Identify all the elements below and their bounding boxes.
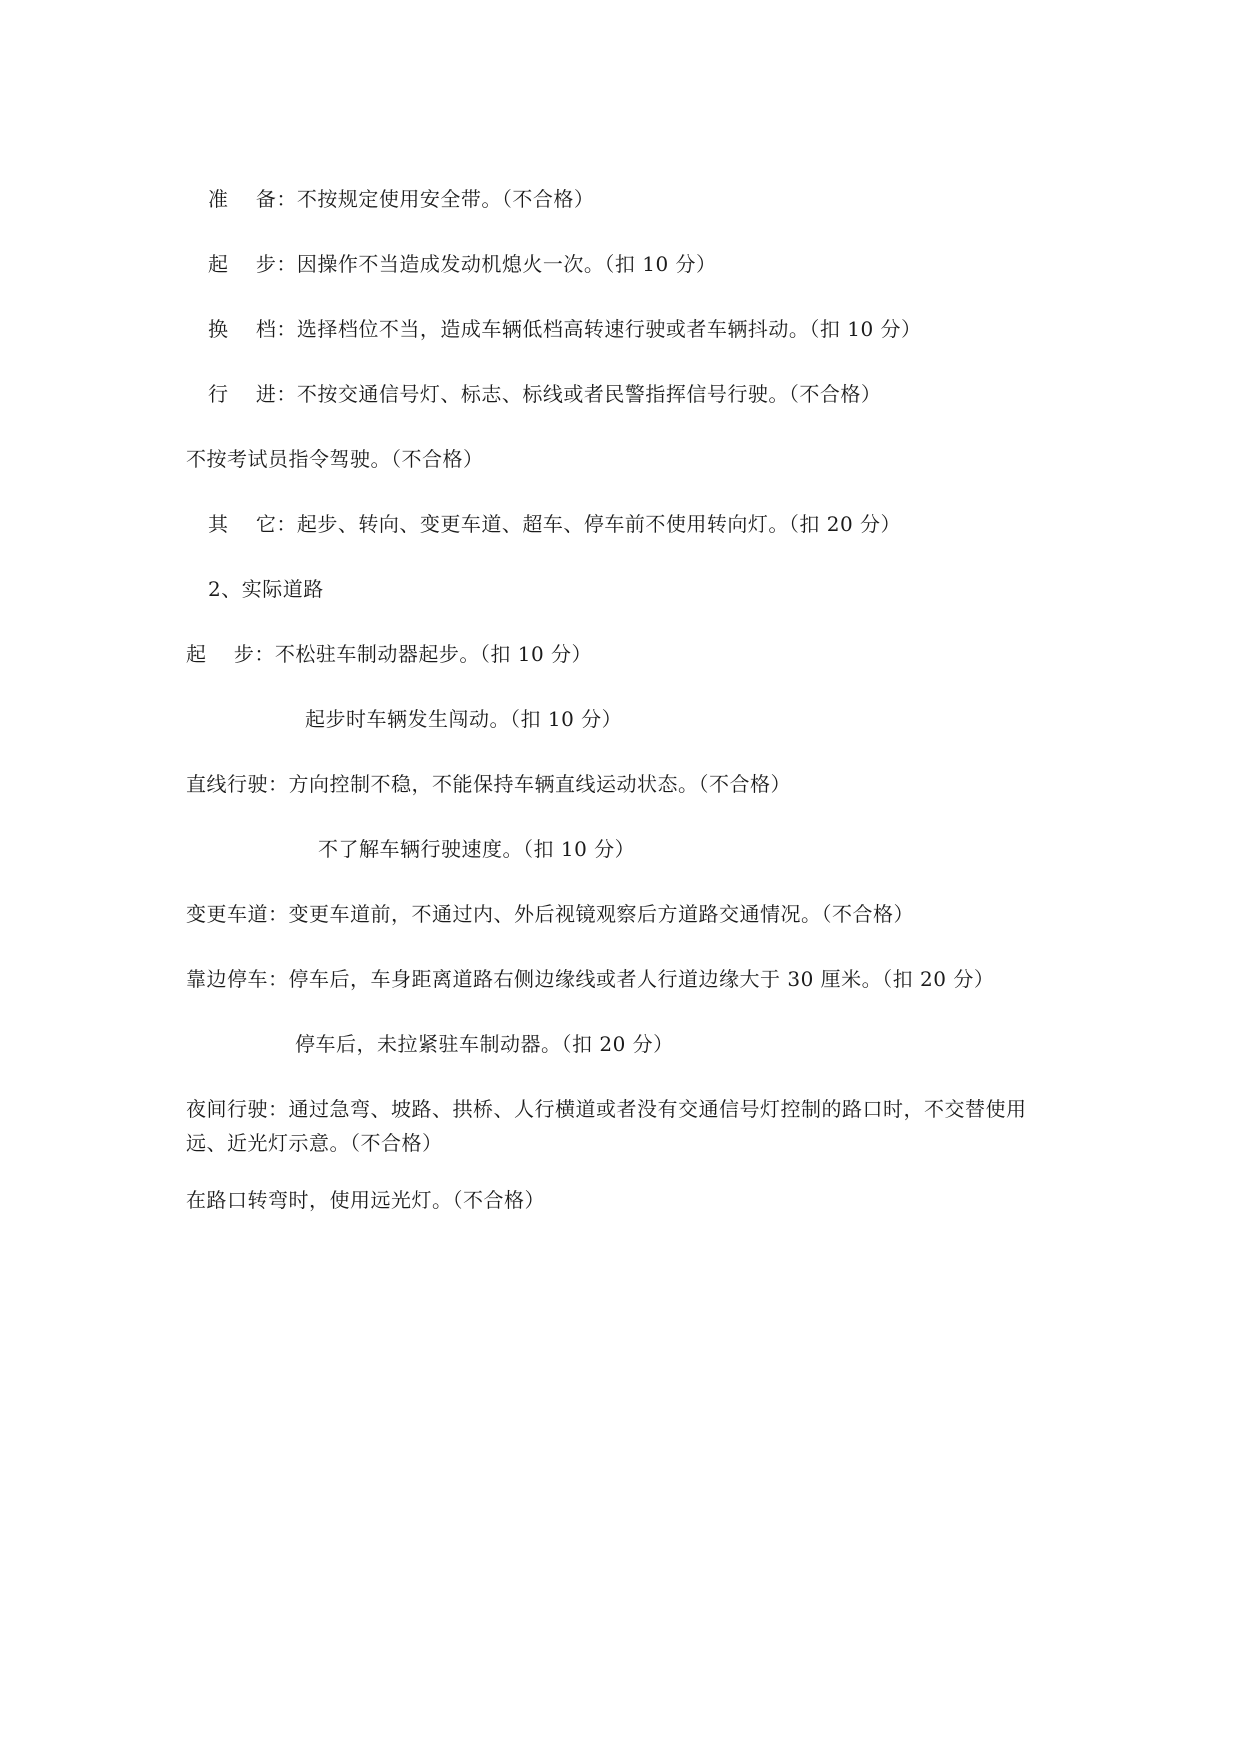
- rule-line-other: 其 它：起步、转向、变更车道、超车、停车前不使用转向灯。（扣 20 分）: [208, 512, 902, 536]
- section-heading: 2、实际道路: [208, 577, 324, 601]
- rule-line-gear: 换 档：选择档位不当，造成车辆低档高转速行驶或者车辆抖动。（扣 10 分）: [208, 317, 922, 341]
- rule-line-road-start-jerk: 起步时车辆发生闯动。（扣 10 分）: [305, 707, 623, 731]
- rule-line-examiner: 不按考试员指令驾驶。（不合格）: [186, 447, 484, 471]
- rule-line-proceed: 行 进：不按交通信号灯、标志、标线或者民警指挥信号行驶。（不合格）: [208, 382, 882, 406]
- rule-line-straight: 直线行驶：方向控制不稳，不能保持车辆直线运动状态。（不合格）: [186, 772, 791, 796]
- rule-line-prepare: 准 备：不按规定使用安全带。（不合格）: [208, 187, 595, 211]
- rule-line-lane-change: 变更车道：变更车道前，不通过内、外后视镜观察后方道路交通情况。（不合格）: [186, 902, 914, 926]
- rule-line-start: 起 步：因操作不当造成发动机熄火一次。（扣 10 分）: [208, 252, 717, 276]
- rule-line-night-turn: 在路口转弯时，使用远光灯。（不合格）: [186, 1188, 545, 1212]
- rule-line-pull-over: 靠边停车：停车后，车身距离道路右侧边缘线或者人行道边缘大于 30 厘米。（扣 20 分）: [186, 967, 995, 991]
- rule-line-road-start: 起 步：不松驻车制动器起步。（扣 10 分）: [186, 642, 593, 666]
- rule-line-night: 夜间行驶：通过急弯、坡路、拱桥、人行横道或者没有交通信号灯控制的路口时，不交替使用远、近光灯示意。（不合格）: [186, 1097, 1027, 1155]
- rule-line-pull-over-brake: 停车后，未拉紧驻车制动器。（扣 20 分）: [295, 1032, 674, 1056]
- rule-line-straight-speed: 不了解车辆行驶速度。（扣 10 分）: [318, 837, 636, 861]
